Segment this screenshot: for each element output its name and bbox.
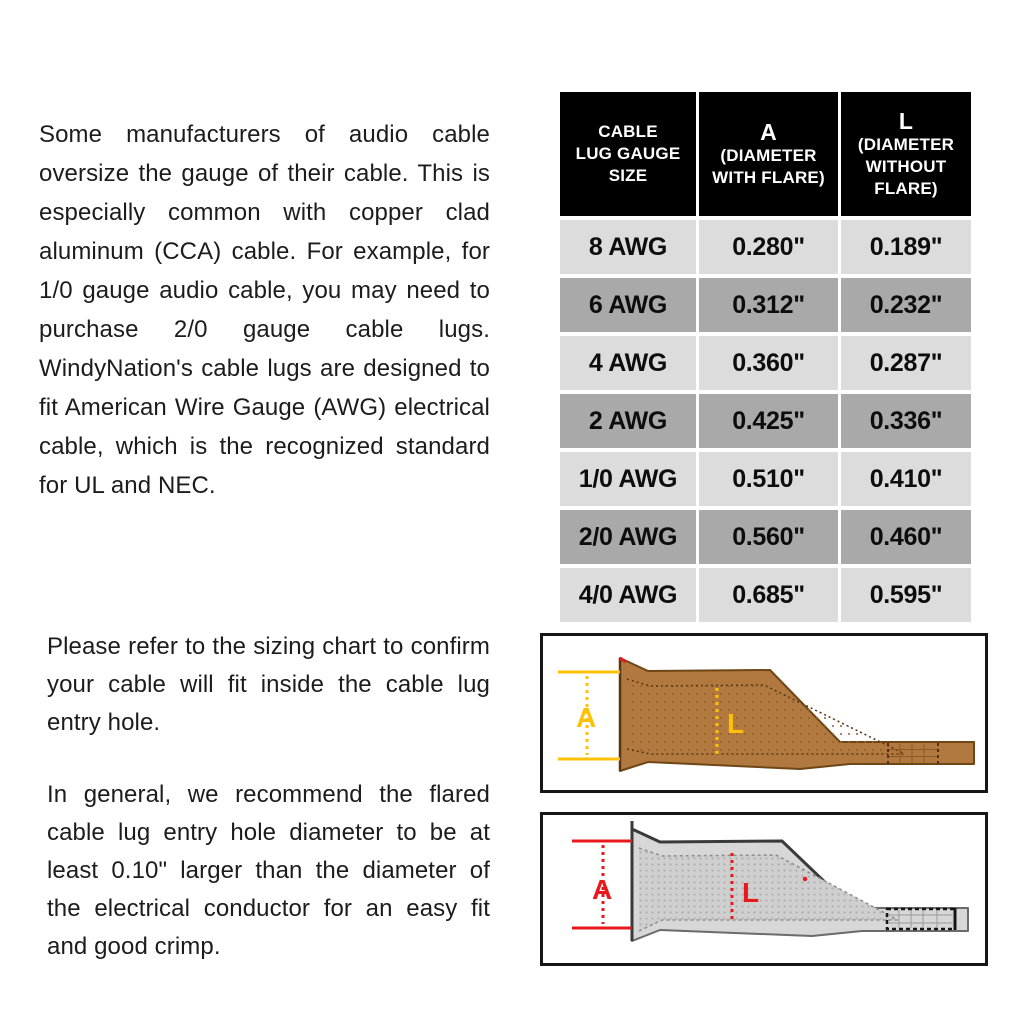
l-value-cell: 0.410" [841,452,971,506]
bore-texture [627,679,905,754]
header-line: WITHOUT [865,156,947,176]
copper-lug-diagram [540,633,988,793]
sizing-chart-table [560,92,971,622]
dimension-l-label: L [727,708,745,739]
a-value-cell: 0.560" [699,510,838,564]
header-line: WITH FLARE) [712,167,825,187]
l-value-cell: 0.460" [841,510,971,564]
header-cable-lug-gauge-size [560,92,696,216]
a-value-cell: 0.510" [699,452,838,506]
header-letter-l: L [898,107,914,134]
gauge-cell: 2/0 AWG [560,510,696,564]
gauge-cell: 6 AWG [560,278,696,332]
a-value-cell: 0.312" [699,278,838,332]
header-line: LUG GAUGE [575,144,681,163]
dimension-a-annotation [558,672,620,759]
dimension-a-annotation [572,841,632,928]
header-line: SIZE [608,166,648,185]
paragraph-crimp-recommendation: In general, we recommend the flared cable lug entry hole diameter to be at least 0.10" larger than the diameter of the electrical conductor for an easy fit and good crimp. [47,781,490,960]
dimension-l-label: L [742,877,760,908]
l-value-cell: 0.232" [841,278,971,332]
header-line: CABLE [598,122,658,141]
header-line: (DIAMETER [857,134,955,154]
a-value-cell: 0.685" [699,568,838,622]
header-line: (DIAMETER [720,145,817,165]
l-value-cell: 0.336" [841,394,971,448]
dimension-a-label: A [576,702,597,733]
bore-texture [639,848,898,931]
gauge-cell: 1/0 AWG [560,452,696,506]
a-value-cell: 0.280" [699,220,838,274]
a-value-cell: 0.425" [699,394,838,448]
l-value-cell: 0.189" [841,220,971,274]
header-l-diameter-without-flare [841,92,971,216]
paragraph-cable-oversize: Some manufacturers of audio cable oversize the gauge of their cable. This is especially common with copper clad aluminum (CCA) cable. For example, for 1/0 gauge audio cable, you may need to purchase 2/0 gauge cable lugs. WindyNation's cable lugs are designed to fit American Wire Gauge (AWG) electrical cable, which is the recognized standard for UL and NEC. [39,121,490,499]
gauge-cell: 2 AWG [560,394,696,448]
header-letter-a: A [760,118,777,145]
l-value-cell: 0.595" [841,568,971,622]
gauge-cell: 4 AWG [560,336,696,390]
gauge-cell: 4/0 AWG [560,568,696,622]
paragraph-sizing-chart-note: Please refer to the sizing chart to confirm your cable will fit inside the cable lug entry hole. [47,633,490,736]
gauge-cell: 8 AWG [560,220,696,274]
dimension-a-label: A [592,874,613,905]
header-a-diameter-with-flare [699,92,838,216]
l-value-cell: 0.287" [841,336,971,390]
header-line: FLARE) [874,178,938,198]
red-speck [803,877,807,881]
a-value-cell: 0.360" [699,336,838,390]
tinned-lug-diagram [540,812,988,966]
